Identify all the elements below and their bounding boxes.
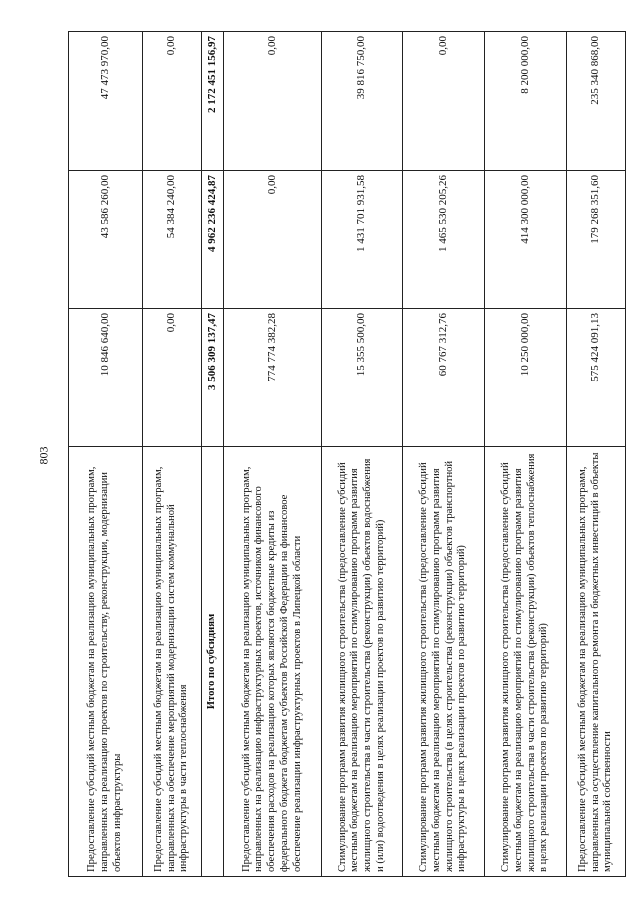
page-number-text: 803 — [36, 446, 51, 464]
total-value: 2 172 451 156,97 — [202, 32, 224, 171]
row-description: Предоставление субсидий местным бюджетам на реализацию муниципальных программ, направленных на реализацию инфраструктурных проектов, источником финансового обеспечения расходов на реализацию которых являются бюджетные кредиты из федерального бюджета бюджетам субъектов Российской Федерации на финансовое обеспечение реализации инфраструктурных проектов в Липецкой области — [224, 447, 322, 877]
row-value: 0,00 — [143, 32, 202, 171]
row-value: 774 774 382,28 — [224, 309, 322, 447]
row-value: 54 384 240,00 — [143, 171, 202, 309]
row-value: 0,00 — [403, 32, 485, 171]
table-row — [567, 32, 626, 877]
page-number — [37, 443, 51, 467]
row-description: Стимулирование программ развития жилищного строительства (предоставление субсидий местным бюджетам на реализацию мероприятий по стимулированию программ развития жилищного строительства в части строительства (реконструкции) объектов теплоснабжения в целях реализации проектов по развитию территорий) — [485, 447, 567, 877]
row-value: 0,00 — [224, 171, 322, 309]
table-row — [143, 32, 202, 877]
table-row — [485, 32, 567, 877]
table-row — [224, 32, 322, 877]
rotated-table-inner — [68, 32, 614, 877]
total-label: Итого по субсидиям — [202, 447, 224, 877]
rotated-table-container — [68, 32, 614, 877]
table-row — [322, 32, 403, 877]
row-value: 8 200 000,00 — [485, 32, 567, 171]
total-value: 3 506 309 137,47 — [202, 309, 224, 447]
table-row — [403, 32, 485, 877]
row-value: 575 424 091,13 — [567, 309, 626, 447]
total-row — [202, 32, 224, 877]
row-description: Стимулирование программ развития жилищного строительства (предоставление субсидий местным бюджетам на реализацию мероприятий по стимулированию программ развития жилищного строительства (в целях строительства (реконструкции) объектов транспортной инфраструктуры в целях реализации проектов по развитию территорий) — [403, 447, 485, 877]
row-description: Предоставление субсидий местным бюджетам на реализацию муниципальных программ, направленных на осуществление капитального ремонта и бюджетных инвестиций в объекты муниципальной собственности — [567, 447, 626, 877]
row-value: 43 586 260,00 — [69, 171, 143, 309]
row-description: Стимулирование программ развития жилищного строительства (предоставление субсидий местным бюджетам на реализацию мероприятий по стимулированию программ развития жилищного строительства в части строительства (реконструкции) объектов водоснабжения и (или) водоотведения в целях реализации проектов по развитию территорий) — [322, 447, 403, 877]
table-row — [69, 32, 143, 877]
subsidy-table — [68, 31, 626, 877]
row-description: Предоставление субсидий местным бюджетам на реализацию муниципальных программ, направленных на обеспечение мероприятий модернизации систем коммунальной инфраструктуры в части теплоснабжения — [143, 447, 202, 877]
row-description: Предоставление субсидий местным бюджетам на реализацию муниципальных программ, направленных на реализацию проектов по строительству, реконструкции, модернизации объектов инфраструктуры — [69, 447, 143, 877]
row-value: 1 465 530 205,26 — [403, 171, 485, 309]
row-value: 10 250 000,00 — [485, 309, 567, 447]
total-value: 4 962 236 424,87 — [202, 171, 224, 309]
row-value: 0,00 — [224, 32, 322, 171]
row-value: 39 816 750,00 — [322, 32, 403, 171]
row-value: 60 767 312,76 — [403, 309, 485, 447]
row-value: 414 300 000,00 — [485, 171, 567, 309]
row-value: 235 340 868,00 — [567, 32, 626, 171]
row-value: 179 268 351,60 — [567, 171, 626, 309]
row-value: 47 473 970,00 — [69, 32, 143, 171]
row-value: 0,00 — [143, 309, 202, 447]
row-value: 15 355 500,00 — [322, 309, 403, 447]
row-value: 10 846 640,00 — [69, 309, 143, 447]
row-value: 1 431 701 931,58 — [322, 171, 403, 309]
